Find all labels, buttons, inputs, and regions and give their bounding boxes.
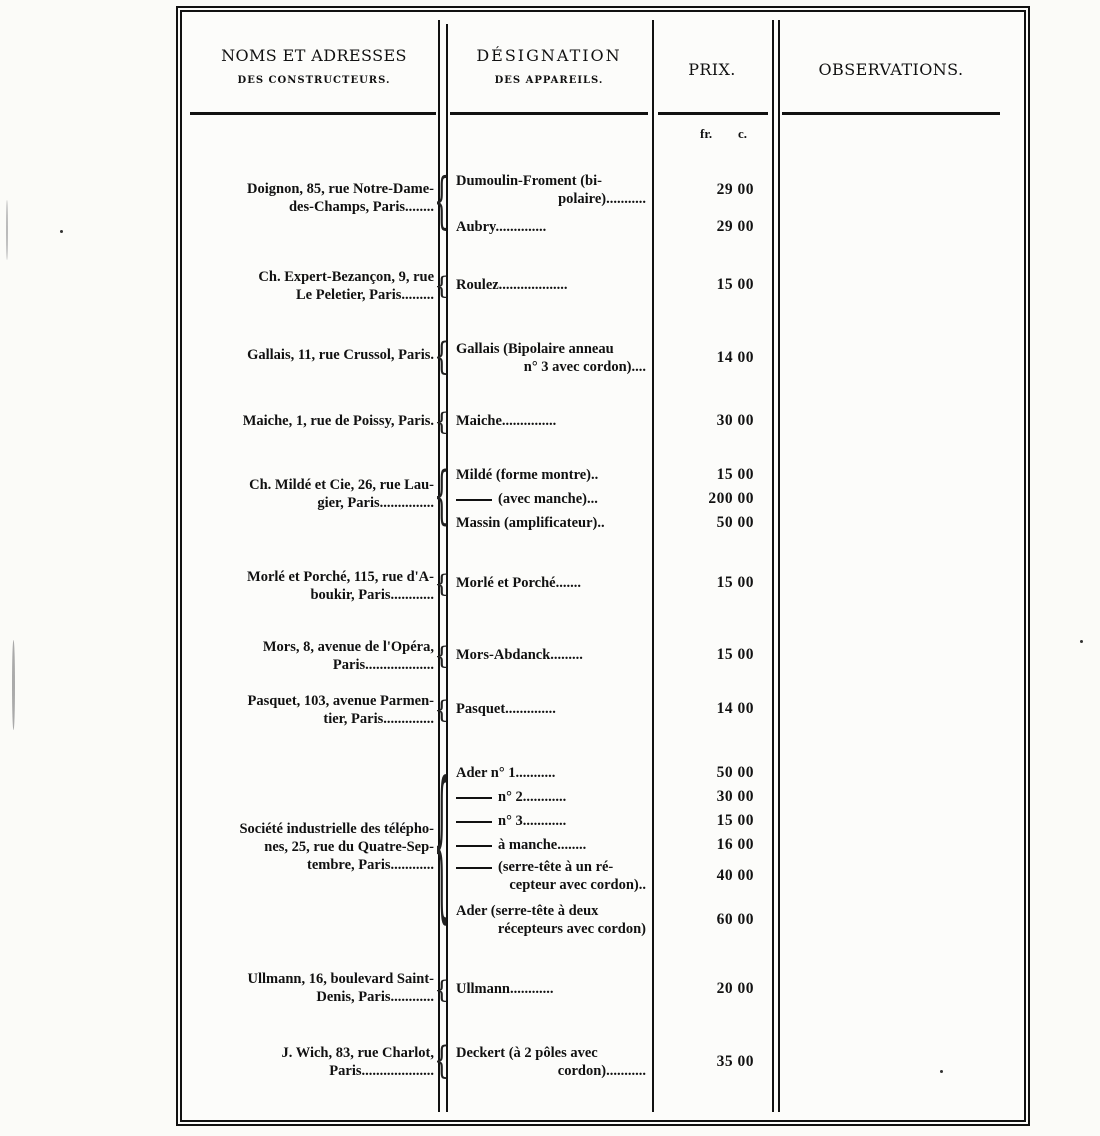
- designation-item: [456, 788, 646, 806]
- price-value: 29 00: [716, 218, 754, 235]
- designation-line: [456, 490, 646, 508]
- constructor-line: tier, Paris..............: [323, 711, 434, 727]
- brace-icon: {: [434, 748, 450, 941]
- margin-speck: [1080, 640, 1083, 643]
- brace-icon: {: [434, 164, 450, 237]
- price-value: 15 00: [716, 812, 754, 829]
- designation-text: Ullmann............: [456, 981, 554, 997]
- price-value: 16 00: [716, 836, 754, 853]
- constructor-address: [190, 970, 434, 1006]
- price-value: 60 00: [716, 911, 754, 928]
- constructor-line: des-Champs, Paris........: [288, 199, 434, 215]
- constructor-address: [190, 476, 434, 512]
- designation-item: [456, 1044, 646, 1080]
- designation-item: [456, 764, 646, 782]
- constructor-line: Pasquet, 103, avenue Parmen-: [247, 693, 434, 709]
- price-value: 14 00: [716, 349, 754, 366]
- unit-francs: fr.: [700, 126, 713, 141]
- designation-line: [456, 466, 646, 484]
- ditto-dash: [456, 797, 492, 799]
- margin-speck: [60, 230, 63, 233]
- constructor-address: [190, 692, 434, 728]
- designation-line: [456, 980, 646, 998]
- constructor-address: [190, 268, 434, 304]
- price-value: 30 00: [716, 412, 754, 429]
- designation-item: [456, 646, 646, 664]
- designation-text: (serre-tête à un ré-: [498, 859, 614, 875]
- col2-subtitle: DES APPAREILS.: [494, 75, 604, 86]
- designation-line: [456, 340, 646, 358]
- designation-text: Maiche...............: [456, 413, 557, 429]
- designation-item: [456, 490, 646, 508]
- constructor-address: [190, 568, 434, 604]
- designation-text: à manche........: [498, 837, 587, 853]
- column-divider: [772, 20, 774, 1112]
- constructor-line: Paris....................: [329, 1063, 434, 1079]
- header-price: [654, 60, 770, 79]
- constructor-address: [190, 820, 434, 874]
- ditto-dash: [456, 499, 492, 501]
- designation-text: n° 3 avec cordon)....: [523, 359, 646, 375]
- constructor-line: nes, 25, rue du Quatre-Sep-: [264, 839, 434, 855]
- constructor-line: Ch. Mildé et Cie, 26, rue Lau-: [249, 477, 434, 493]
- price-value: 15 00: [716, 466, 754, 483]
- brace-icon: {: [434, 1038, 450, 1083]
- price-value: 40 00: [716, 867, 754, 884]
- designation-line: [456, 190, 646, 208]
- designation-text: cordon)...........: [557, 1063, 646, 1079]
- designation-item: [456, 276, 646, 294]
- designation-item: [456, 172, 646, 208]
- designation-item: [456, 836, 646, 854]
- ditto-dash: [456, 821, 492, 823]
- header-observations: [780, 60, 1002, 79]
- margin-speck: [6, 200, 8, 260]
- designation-text: polaire)...........: [558, 191, 646, 207]
- constructor-line: gier, Paris...............: [317, 495, 434, 511]
- brace-icon: {: [434, 334, 450, 379]
- designation-line: [456, 646, 646, 664]
- designation-line: [456, 920, 646, 938]
- constructor-line: Morlé et Porché, 115, rue d'A-: [247, 569, 434, 585]
- constructor-line: boukir, Paris............: [310, 587, 434, 603]
- designation-item: [456, 340, 646, 376]
- designation-line: [456, 764, 646, 782]
- designation-line: [456, 788, 646, 806]
- col3-title: PRIX.: [688, 60, 736, 79]
- constructor-line: Ch. Expert-Bezançon, 9, rue: [258, 269, 434, 285]
- margin-speck: [940, 1070, 943, 1073]
- col1-title: NOMS ET ADRESSES: [221, 46, 407, 65]
- constructor-line: Maiche, 1, rue de Poissy, Paris.: [242, 413, 434, 429]
- designation-item: [456, 514, 646, 532]
- constructor-line: Paris...................: [332, 657, 434, 673]
- constructor-line: Le Peletier, Paris.........: [296, 287, 434, 303]
- designation-item: [456, 858, 646, 894]
- price-value: 14 00: [716, 700, 754, 717]
- unit-centimes: c.: [738, 126, 748, 141]
- designation-text: Mors-Abdanck.........: [456, 647, 583, 663]
- designation-text: récepteurs avec cordon): [497, 921, 646, 937]
- brace-icon: {: [434, 976, 450, 1004]
- designation-line: [456, 218, 646, 236]
- price-value: 15 00: [716, 574, 754, 591]
- header-names: [192, 46, 436, 86]
- constructor-address: [190, 346, 434, 364]
- designation-item: [456, 412, 646, 430]
- price-value: 35 00: [716, 1053, 754, 1070]
- constructor-line: Société industrielle des télépho-: [239, 821, 434, 837]
- designation-text: (avec manche)...: [498, 491, 598, 507]
- designation-text: Massin (amplificateur)..: [456, 515, 605, 531]
- designation-text: Deckert (à 2 pôles avec: [456, 1045, 598, 1061]
- designation-line: [456, 876, 646, 894]
- price-value: 50 00: [716, 764, 754, 781]
- column-divider: [652, 20, 654, 1112]
- designation-line: [456, 812, 646, 830]
- price-value: 15 00: [716, 276, 754, 293]
- constructor-address: [190, 1044, 434, 1080]
- designation-line: [456, 358, 646, 376]
- designation-text: n° 2............: [498, 789, 567, 805]
- designation-text: Morlé et Porché.......: [456, 575, 581, 591]
- designation-text: Roulez...................: [456, 277, 568, 293]
- brace-icon: {: [434, 696, 450, 724]
- designation-text: Ader n° 1...........: [456, 765, 556, 781]
- constructor-line: tembre, Paris............: [307, 857, 434, 873]
- col4-title: OBSERVATIONS.: [818, 60, 964, 79]
- brace-icon: {: [434, 570, 450, 598]
- designation-line: [456, 574, 646, 592]
- constructor-line: Denis, Paris............: [316, 989, 434, 1005]
- header-designation: [448, 46, 650, 86]
- designation-line: [456, 836, 646, 854]
- constructor-line: Doignon, 85, rue Notre-Dame-: [247, 181, 434, 197]
- designation-line: [456, 1044, 646, 1062]
- designation-line: [456, 276, 646, 294]
- designation-text: Mildé (forme montre)..: [456, 467, 599, 483]
- col2-title: DÉSIGNATION: [476, 46, 622, 65]
- designation-line: [456, 172, 646, 190]
- designation-text: n° 3............: [498, 813, 567, 829]
- designation-text: cepteur avec cordon)..: [509, 877, 646, 893]
- brace-icon: {: [434, 642, 450, 670]
- designation-item: [456, 980, 646, 998]
- designation-line: [456, 700, 646, 718]
- constructor-address: [190, 638, 434, 674]
- constructor-line: Ullmann, 16, boulevard Saint-: [247, 971, 434, 987]
- designation-line: [456, 858, 646, 876]
- column-divider: [778, 20, 780, 1112]
- ditto-dash: [456, 867, 492, 869]
- designation-text: Gallais (Bipolaire anneau: [456, 341, 614, 357]
- designation-item: [456, 218, 646, 236]
- designation-text: Dumoulin-Froment (bi-: [456, 173, 602, 189]
- price-value: 15 00: [716, 646, 754, 663]
- designation-item: [456, 812, 646, 830]
- designation-line: [456, 412, 646, 430]
- constructor-line: J. Wich, 83, rue Charlot,: [281, 1045, 434, 1061]
- designation-item: [456, 902, 646, 938]
- designation-text: Aubry..............: [456, 219, 547, 235]
- designation-item: [456, 466, 646, 484]
- price-value: 50 00: [716, 514, 754, 531]
- margin-speck: [12, 640, 15, 730]
- designation-text: Pasquet..............: [456, 701, 556, 717]
- header-rule: [658, 112, 768, 115]
- constructor-line: Mors, 8, avenue de l'Opéra,: [262, 639, 434, 655]
- ditto-dash: [456, 845, 492, 847]
- constructor-address: [190, 180, 434, 216]
- constructor-address: [190, 412, 434, 430]
- price-value: 29 00: [716, 181, 754, 198]
- designation-item: [456, 574, 646, 592]
- designation-line: [456, 514, 646, 532]
- header-rule: [782, 112, 1000, 115]
- price-table: [176, 6, 1030, 1126]
- brace-icon: {: [434, 458, 450, 533]
- constructor-line: Gallais, 11, rue Crussol, Paris.: [247, 347, 434, 363]
- header-rule: [190, 112, 436, 115]
- col1-subtitle: DES CONSTRUCTEURS.: [237, 75, 391, 86]
- brace-icon: {: [434, 408, 450, 436]
- designation-line: [456, 1062, 646, 1080]
- designation-text: Ader (serre-tête à deux: [456, 903, 599, 919]
- price-value: 200 00: [708, 490, 754, 507]
- price-value: 30 00: [716, 788, 754, 805]
- price-value: 20 00: [716, 980, 754, 997]
- designation-line: [456, 902, 646, 920]
- header-rule: [450, 112, 648, 115]
- designation-item: [456, 700, 646, 718]
- brace-icon: {: [434, 272, 450, 300]
